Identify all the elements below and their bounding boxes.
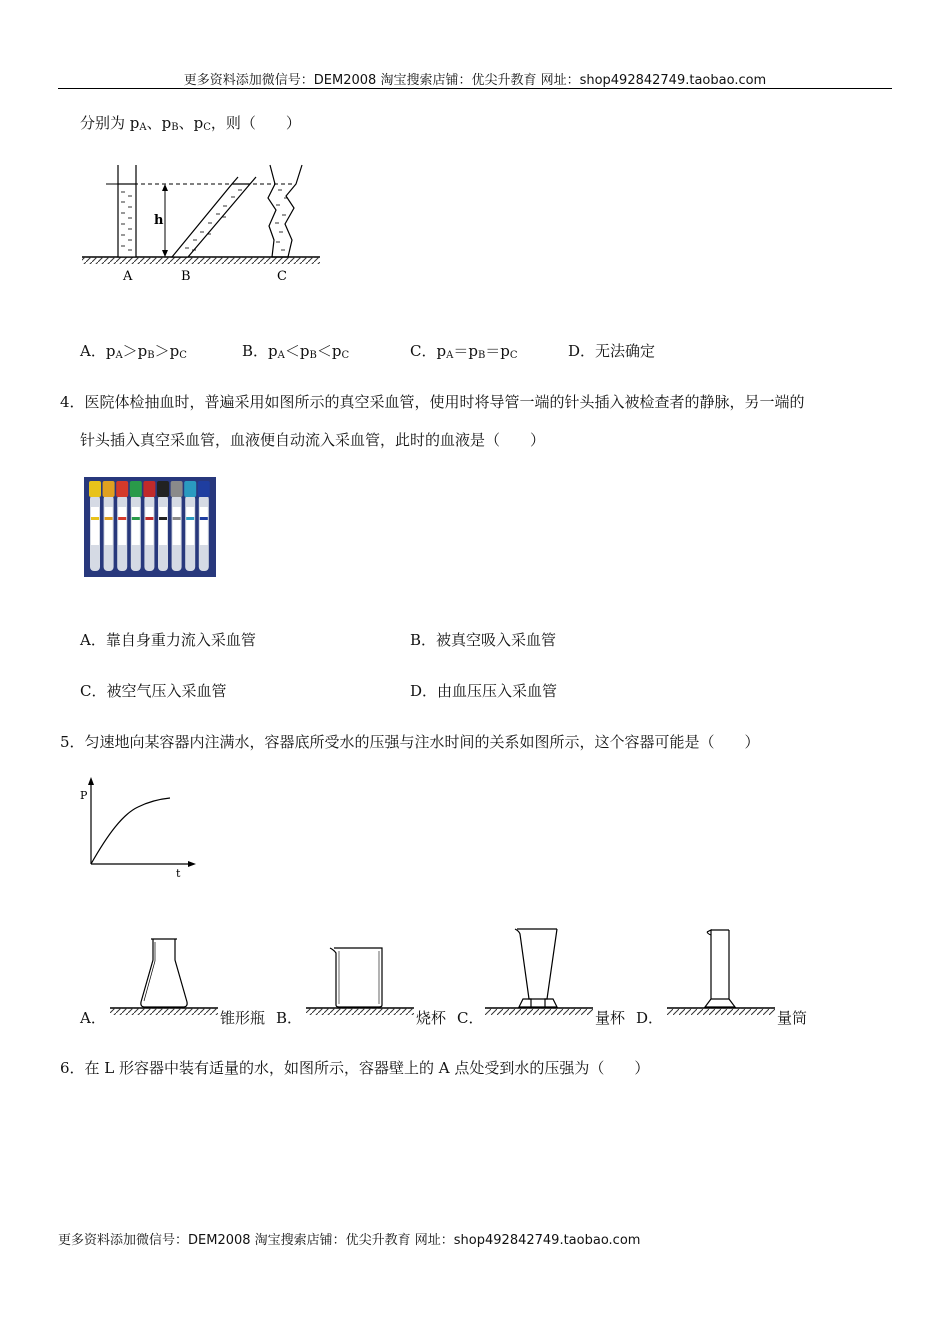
- q4-stem-line2: 针头插入真空采血管，血液便自动流入采血管，此时的血液是（ ）: [80, 431, 546, 449]
- graduated-cylinder-figure: [667, 925, 777, 1025]
- q4-option-c: C．被空气压入采血管: [80, 682, 227, 700]
- q5-option-c-name: 量杯: [595, 1009, 626, 1027]
- blood-tube: [116, 481, 128, 571]
- label-b: B: [181, 269, 191, 284]
- blood-tube: [157, 481, 169, 571]
- q4-option-a: A．靠自身重力流入采血管: [80, 631, 256, 649]
- q3-option-a: A．$p_A>p_B>p_C$: [80, 342, 187, 361]
- blood-tube: [103, 481, 115, 571]
- label-h: h: [154, 213, 164, 228]
- conical-flask-figure: [110, 935, 220, 1025]
- blood-tube: [171, 481, 183, 571]
- q5-option-a-name: 锥形瓶: [220, 1009, 266, 1027]
- header-rule: [58, 88, 892, 89]
- q5-stem: 5．匀速地向某容器内注满水，容器底所受水的压强与注水时间的关系如图所示，这个容器可能是（ ）: [60, 733, 760, 751]
- q4-option-b: B．被真空吸入采血管: [410, 631, 557, 649]
- graph-x-label: t: [176, 867, 181, 880]
- q3-option-c: C．$p_A=p_B=p_C$: [410, 342, 518, 361]
- container-b: [172, 184, 250, 257]
- page-footer: 更多资料添加微信号：DEM2008 淘宝搜索店铺：优尖升教育 网址：shop492842749.taobao.com: [58, 1233, 641, 1248]
- q5-option-d-name: 量筒: [777, 1009, 808, 1027]
- blood-tube: [130, 481, 142, 571]
- container-a: [118, 184, 136, 257]
- blood-tube: [143, 481, 155, 571]
- pressure-time-graph: [78, 774, 203, 879]
- q5-option-a-letter: A．: [80, 1009, 106, 1027]
- blood-tube: [89, 481, 101, 571]
- label-c: C: [277, 269, 287, 284]
- q3-option-b: B．$p_A<p_B<p_C$: [242, 342, 350, 361]
- q4-stem-line1: 4．医院体检抽血时，普遍采用如图所示的真空采血管，使用时将导管一端的针头插入被检查者的静脉，另一端的: [60, 393, 805, 411]
- q5-option-b-letter: B．: [276, 1009, 303, 1027]
- q3-option-d: D．无法确定: [568, 342, 656, 360]
- measuring-cup-figure: [485, 925, 595, 1025]
- blood-tube: [184, 481, 196, 571]
- q6-stem: 6．在 L 形容器中装有适量的水，如图所示，容器壁上的 A 点处受到水的压强为（ ）: [60, 1059, 650, 1077]
- q5-option-b-name: 烧杯: [416, 1009, 447, 1027]
- label-a: A: [123, 269, 133, 284]
- blood-tubes-photo: [84, 477, 216, 577]
- q3-stem: 分别为 $p_A$、$p_B$、$p_C$，则（ ）: [80, 114, 301, 133]
- q3-container-figure: [80, 160, 325, 285]
- container-c: [268, 165, 302, 257]
- beaker-figure: [306, 935, 416, 1025]
- q5-option-d-letter: D．: [636, 1009, 664, 1027]
- blood-tube: [198, 481, 210, 571]
- q5-option-c-letter: C．: [457, 1009, 484, 1027]
- q4-option-d: D．由血压压入采血管: [410, 682, 558, 700]
- graph-y-label: P: [80, 789, 88, 802]
- page-header: 更多资料添加微信号：DEM2008 淘宝搜索店铺：优尖升教育 网址：shop492842749.taobao.com: [183, 73, 767, 88]
